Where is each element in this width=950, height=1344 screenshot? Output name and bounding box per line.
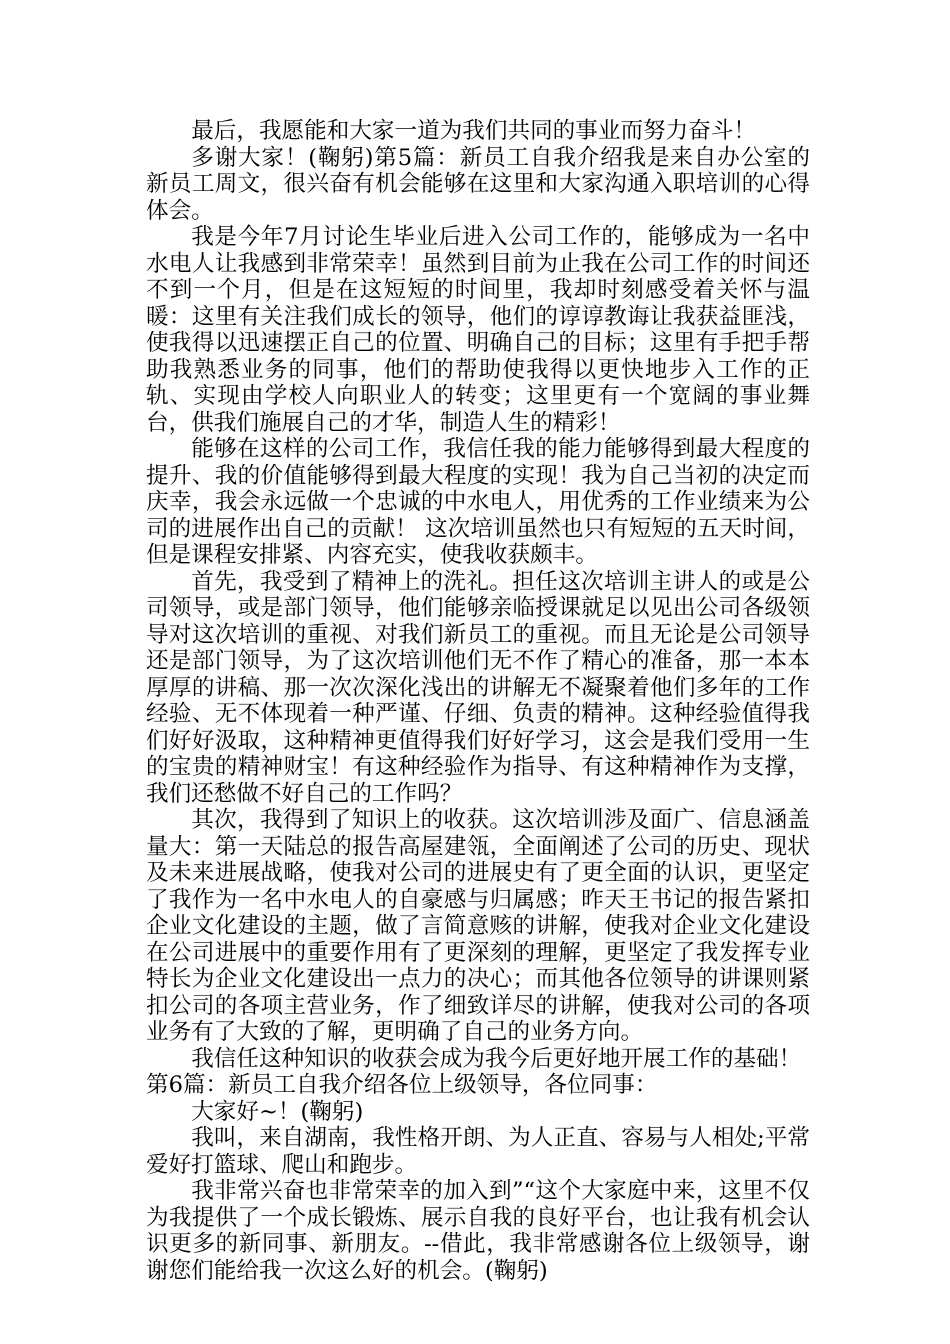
paragraph-gratitude: 我非常兴奋也非常荣幸的加入到”“这个大家庭中来，这里不仅为我提供了一个成长锻炼、展示自我的良好平台，也让我有机会认识更多的新同事、新朋友。--借此，我非常感谢各位上级领导，谢谢您们能给我一次这么好的机会。(鞠躬) (146, 1178, 810, 1284)
paragraph-closing-wish: 最后，我愿能和大家一道为我们共同的事业而努力奋斗！ (191, 118, 757, 144)
document-body (146, 118, 810, 1284)
paragraph-part6-heading: 第6篇：新员工自我介绍各位上级领导，各位同事： (146, 1072, 658, 1098)
paragraph-joining-company: 我是今年7月讨论生毕业后进入公司工作的，能够成为一名中水电人让我感到非常荣幸！虽然到目前为止我在公司工作的时间还不到一个月，但是在这短短的时间里，我却时刻感受着关怀与温暖：这里有关注我们成长的领导，他们的谆谆教诲让我获益匪浅，使我得以迅速摆正自己的位置、明确自己的目标；这里有手把手帮助我熟悉业务的同事，他们的帮助使我得以更快地步入工作的正轨、实现由学校人向职业人的转变；这里更有一个宽阔的事业舞台，供我们施展自己的才华，制造人生的精彩！ (146, 224, 810, 436)
paragraph-knowledge-gain: 其次，我得到了知识上的收获。这次培训涉及面广、信息涵盖量大：第一天陆总的报告高屋建瓴，全面阐述了公司的历史、现状及未来进展战略，使我对公司的进展史有了更全面的认识，更坚定了我作为一名中水电人的自豪感与归属感；昨天王书记的报告紧扣企业文化建设的主题，做了言简意赅的讲解，使我对企业文化建设在公司进展中的重要作用有了更深刻的理解，更坚定了我发挥专业特长为企业文化建设出一点力的决心；而其他各位领导的讲课则紧扣公司的各项主营业务，作了细致详尽的讲解，使我对公司的各项业务有了大致的了解，更明确了自己的业务方向。 (146, 807, 810, 1045)
paragraph-greeting: 大家好~！(鞠躬) (191, 1098, 364, 1125)
paragraph-self-intro: 我叫，来自湖南，我性格开朗、为人正直、容易与人相处;平常爱好打篮球、爬山和跑步。 (146, 1125, 810, 1178)
paragraph-spiritual-baptism: 首先，我受到了精神上的洗礼。担任这次培训主讲人的或是公司领导，或是部门领导，他们能够亲临授课就足以见出公司各级领导对这次培训的重视、对我们新员工的重视。而且无论是公司领导还是部门领导，为了这次培训他们无不作了精心的准备，那一本本厚厚的讲稿、那一次次深化浅出的讲解无不凝聚着他们多年的工作经验、无不体现着一种严谨、仔细、负责的精神。这种经验值得我们好好汲取，这种精神更值得我们好好学习，这会是我们受用一生的宝贵的精神财宝！有这种经验作为指导、有这种精神作为支撑，我们还愁做不好自己的工作吗？ (146, 568, 810, 807)
paragraph-part5-intro: 多谢大家！(鞠躬)第5篇：新员工自我介绍我是来自办公室的新员工周文，很兴奋有机会能够在这里和大家沟通入职培训的心得体会。 (146, 144, 810, 224)
paragraph-knowledge-foundation: 我信任这种知识的收获会成为我今后更好地开展工作的基础！ (191, 1045, 802, 1072)
paragraph-ability-value: 能够在这样的公司工作，我信任我的能力能够得到最大程度的提升、我的价值能够得到最大程度的实现！我为自己当初的决定而庆幸，我会永远做一个忠诚的中水电人，用优秀的工作业绩来为公司的进展作出自己的贡献！ 这次培训虽然也只有短短的五天时间，但是课程安排紧、内容充实，使我收获颇丰。 (146, 436, 810, 568)
